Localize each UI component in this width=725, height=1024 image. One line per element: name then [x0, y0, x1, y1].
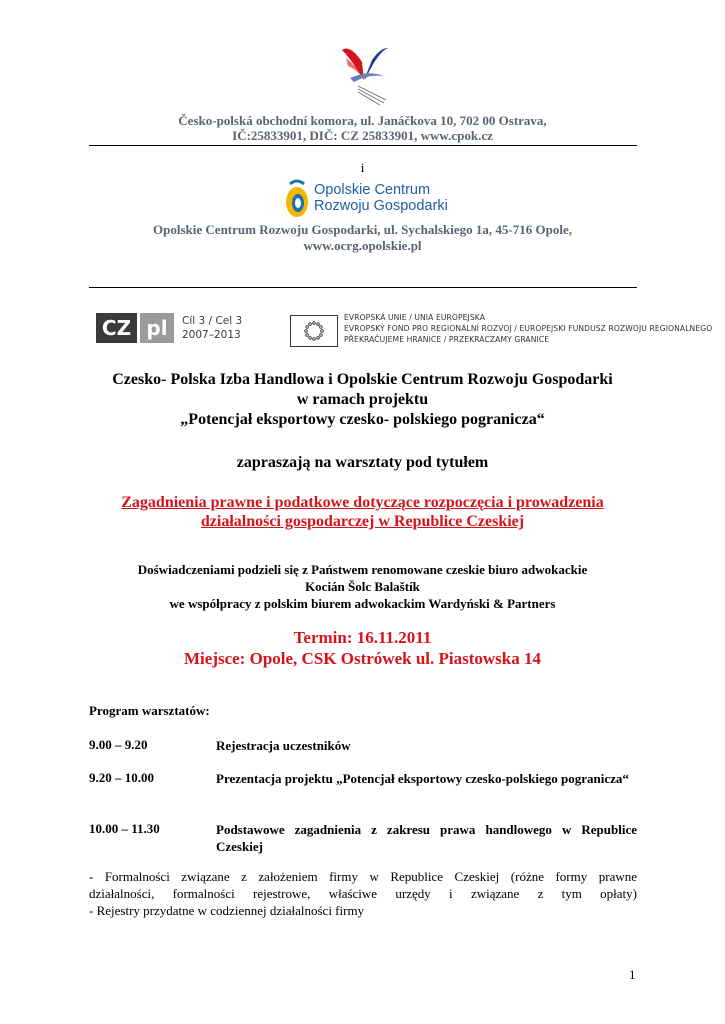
conjunction: i — [360, 160, 365, 175]
czpl-cz: CZ — [96, 313, 137, 343]
cpok-logo — [328, 42, 398, 107]
termin: Termin: 16.11.2011 — [293, 628, 432, 647]
program-desc: Rejestracja uczestników — [216, 738, 351, 753]
program-heading: Program warsztatów: — [89, 703, 210, 718]
workshop-title-line2: działalności gospodarczej w Republice Czeskiej — [200, 513, 525, 530]
program-row — [89, 737, 637, 755]
experience-line1: Doświadczeniami podzieli się z Państwem renomowane czeskie biuro adwokackie — [137, 562, 588, 577]
eu-flag — [290, 315, 338, 347]
cpok-logo-graphic — [328, 42, 398, 107]
program-desc: Podstawowe zagadnienia z zakresu prawa handlowego w Republice Czeskiej — [216, 822, 637, 854]
ocrg-logo — [284, 178, 454, 220]
divider-top — [89, 145, 637, 146]
bullet1-line2: działalności, formalności rejestrowe, właściwe urzędy i związane z tym opłaty) — [89, 886, 637, 901]
bullet2: - Rejestry przydatne w codziennej działalności firmy — [89, 903, 365, 918]
program-time: 9.20 – 10.00 — [89, 770, 154, 785]
eu-line2: EVROPSKÝ FOND PRO REGIONÁLNÍ ROZVOJ / EUROPEJSKI FUNDUSZ ROZWOJU REGIONALNEGO — [344, 324, 713, 333]
eu-flag-icon — [290, 315, 338, 347]
workshop-title-line1: Zagadnienia prawne i podatkowe dotyczące rozpoczęcia i prowadzenia — [121, 494, 604, 511]
cil-line2: 2007–2013 — [182, 329, 241, 341]
ocrg-logo-icon — [284, 178, 310, 220]
title-line1: Czesko- Polska Izba Handlowa i Opolskie Centrum Rozwoju Gospodarki — [112, 371, 613, 388]
experience-line3: we współpracy z polskim biurem adwokackim Wardyński & Partners — [169, 596, 556, 611]
czpl-pl: pl — [140, 313, 174, 343]
program-desc: Prezentacja projektu „Potencjał eksportowy czesko-polskiego pogranicza“ — [216, 771, 629, 786]
page-number: 1 — [629, 967, 636, 982]
invite-text: zapraszają na warsztaty pod tytułem — [236, 454, 489, 471]
ocrg-logo-line1: Opolskie Centrum — [314, 182, 431, 198]
experience-line2: Kocián Šolc Balaštík — [305, 579, 420, 594]
program-row — [89, 821, 637, 857]
ocrg-logo-line2: Rozwoju Gospodarki — [314, 198, 448, 214]
title-line2: w ramach projektu — [296, 391, 429, 408]
ocrg-web: www.ocrg.opolskie.pl — [303, 238, 422, 253]
miejsce: Miejsce: Opole, CSK Ostrówek ul. Piastowska 14 — [184, 649, 541, 668]
eu-line3: PŘEKRAČUJEME HRANICE / PRZEKRACZAMY GRANICE — [344, 335, 550, 344]
title-line3: „Potencjał eksportowy czesko- polskiego pogranicza“ — [180, 411, 545, 428]
eu-line1: EVROPSKÁ UNIE / UNIA EUROPEJSKA — [344, 313, 486, 322]
program-time: 10.00 – 11.30 — [89, 821, 160, 836]
divider-bottom — [89, 287, 637, 288]
bullet1-line1: - Formalności związane z założeniem firmy w Republice Czeskiej (różne formy prawne — [89, 869, 637, 884]
program-row — [89, 770, 637, 806]
cil-line1: Cíl 3 / Cel 3 — [182, 315, 243, 327]
program-time: 9.00 – 9.20 — [89, 737, 148, 752]
cpok-address: Česko-polská obchodní komora, ul. Janáčkova 10, 702 00 Ostrava, — [178, 113, 547, 128]
ocrg-address: Opolskie Centrum Rozwoju Gospodarki, ul. Sychalskiego 1a, 45-716 Opole, — [153, 222, 572, 237]
czpl-logo — [96, 313, 256, 347]
cpok-ids: IČ:25833901, DIČ: CZ 25833901, www.cpok.cz — [232, 128, 493, 143]
